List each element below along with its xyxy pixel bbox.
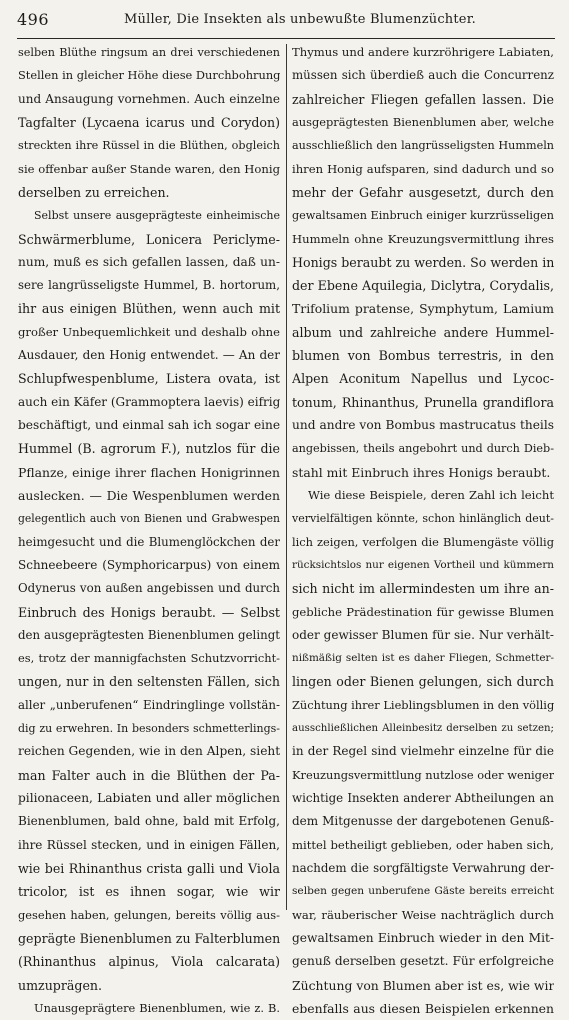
text-line: ebenfalls aus diesen Beispielen erkennen [292, 1000, 554, 1016]
text-line: Schwärmerblume, Lonicera Periclyme- [18, 231, 280, 247]
text-line: Honigs beraubt zu werden. So werden in [292, 254, 554, 270]
text-line: Ausdauer, den Honig entwendet. — An der [18, 348, 280, 363]
text-line: mehr der Gefahr ausgesetzt, durch den [292, 184, 554, 200]
text-line: gewaltsamen Einbruch einiger kurzrüsseligen [292, 209, 554, 223]
text-line: streckten ihre Rüssel in die Blüthen, obgleich [18, 139, 280, 153]
text-line: gebliche Prädestination für gewisse Blumen [292, 604, 554, 619]
text-line: gesehen haben, gelungen, bereits völlig aus- [18, 907, 280, 922]
text-line: es, trotz der mannigfachsten Schutzvorricht- [18, 651, 280, 666]
text-line: derselben zu erreichen. [18, 184, 170, 200]
text-line: Kreuzungsvermittlung nutzlose oder weniger [292, 767, 554, 782]
text-line: beschäftigt, und einmal sah ich sogar eine [18, 418, 280, 432]
text-line: mittel betheiligt geblieben, oder haben sich, [292, 837, 554, 852]
text-line: ihre Rüssel stecken, und in einigen Fällen, [18, 837, 280, 852]
text-line: Hummeln ohne Kreuzungsvermittlung ihres [292, 231, 554, 246]
text-line: den ausgeprägtesten Bienenblumen gelingt [18, 627, 280, 642]
text-line: genuß derselben gesetzt. Für erfolgreiche [292, 954, 554, 969]
text-line: Einbruch des Honigs beraubt. — Selbst [18, 604, 280, 620]
text-line: man Falter auch in die Blüthen der Pa- [18, 767, 280, 783]
text-line: selben gegen unberufene Gäste bereits erreicht [292, 885, 554, 898]
text-line: ihren Honig aufsparen, sind dadurch und so [292, 161, 554, 176]
text-line: und Ansaugung vornehmen. Auch einzelne [18, 91, 280, 106]
text-line: dem Mitgenusse der dargebotenen Genuß- [292, 814, 554, 829]
text-line: geprägte Bienenblumen zu Falterblumen [18, 930, 280, 946]
left-column [18, 41, 280, 1020]
text-line: auslecken. — Die Wespenblumen werden [18, 487, 280, 503]
text-line: tricolor, ist es ihnen sogar, wie wir [18, 884, 280, 900]
text-line: sie offenbar außer Stande waren, den Honig [18, 161, 280, 176]
text-line: ausgeprägtesten Bienenblumen aber, welche [292, 114, 554, 129]
text-line: Bienenblumen, bald ohne, bald mit Erfolg, [18, 814, 280, 829]
text-line: angebissen, theils angebohrt und durch Dieb- [292, 442, 554, 456]
text-line: Hummel (B. agrorum F.), nutzlos für die [18, 441, 280, 457]
text-line: dig zu erwehren. In besonders schmetterlings- [18, 722, 280, 736]
text-line: selben Blüthe ringsum an drei verschiedenen [18, 46, 280, 59]
text-line: war, räuberischer Weise nachträglich durch [292, 907, 554, 922]
text-line: Selbst unsere ausgeprägteste einheimische [34, 209, 280, 223]
text-line: der Ebene Aquilegia, Diclytra, Corydalis, [292, 278, 554, 294]
text-line: Tagfalter (Lycaena icarus und Corydon) [18, 114, 280, 130]
text-line: heimgesucht und die Blumenglöckchen der [18, 534, 280, 549]
text-line: gelegentlich auch von Bienen und Grabwespen [18, 512, 280, 526]
text-line: Schlupfwespenblume, Listera ovata, ist [18, 371, 280, 387]
text-line: Züchtung ihrer Lieblingsblumen in den völlig [292, 697, 554, 712]
text-line: stahl mit Einbruch ihres Honigs beraubt. [292, 464, 551, 480]
text-line: auch ein Käfer (Grammoptera laevis) eifrig [18, 394, 280, 409]
header-rule [17, 38, 555, 39]
text-line: Wie diese Beispiele, deren Zahl ich leicht [308, 487, 554, 502]
text-line: gewaltsamen Einbruch wieder in den Mit- [292, 930, 554, 945]
text-line: (Rhinanthus alpinus, Viola calcarata) [18, 954, 280, 970]
text-line: vervielfältigen könnte, schon hinlänglich deut- [292, 512, 554, 526]
text-line: Unausgeprägtere Bienenblumen, wie z. B. [34, 1000, 280, 1015]
text-line: lingen oder Bienen gelungen, sich durch [292, 674, 554, 690]
text-line: oder gewisser Blumen für sie. Nur verhält- [292, 627, 554, 642]
text-line: nißmäßig selten ist es daher Fliegen, Schmetter- [292, 652, 554, 665]
text-line: Alpen Aconitum Napellus und Lycoc- [292, 371, 554, 387]
text-line: Züchtung von Blumen aber ist es, wie wir [292, 977, 554, 993]
text-line: reichen Gegenden, wie in den Alpen, sieht [18, 744, 280, 759]
text-line: blumen von Bombus terrestris, in den [292, 348, 554, 364]
text-line: num, muß es sich gefallen lassen, daß un- [18, 254, 280, 269]
text-line: großer Unbequemlichkeit und deshalb ohne [18, 324, 280, 339]
right-column [292, 41, 554, 1020]
text-line: ihr aus einigen Blüthen, wenn auch mit [18, 301, 280, 317]
text-line: rücksichtslos nur eigenen Vortheil und kümmern [292, 558, 554, 571]
text-line: nachdem die sorgfältigste Verwahrung der- [292, 860, 554, 875]
text-line: Thymus und andere kurzröhrigere Labiaten, [292, 45, 554, 59]
text-line: wichtige Insekten anderer Abtheilungen an [292, 791, 554, 805]
text-line: album und zahlreiche andere Hummel- [292, 324, 554, 340]
text-line: pilionaceen, Labiaten und aller möglichen [18, 791, 280, 805]
text-line: lich zeigen, verfolgen die Blumengäste völlig [292, 534, 554, 549]
text-line: ausschließlich den langrüsseligsten Hummeln [292, 139, 554, 153]
text-line: umzuprägen. [18, 977, 103, 993]
text-line: sere langrüsseligste Hummel, B. hortorum, [18, 278, 280, 293]
text-line: Schneebeere (Symphoricarpus) von einem [18, 557, 280, 572]
text-line: ausschließlichen Alleinbesitz derselben zu setzen; [292, 723, 554, 735]
text-line: Trifolium pratense, Symphytum, Lamium [292, 301, 554, 317]
text-line: Stellen in gleicher Höhe diese Durchbohrung [18, 68, 280, 83]
text-line: ungen, nur in den seltensten Fällen, sich [18, 674, 280, 690]
text-line: müssen sich überdieß auch die Concurrenz [292, 68, 554, 83]
column-divider [286, 44, 287, 910]
text-line: und andre von Bombus mastrucatus theils [292, 418, 554, 432]
text-line: Odynerus von außen angebissen und durch [18, 581, 280, 596]
text-line: in der Regel sind vielmehr einzelne für die [292, 744, 554, 759]
page-number: 496 [17, 10, 50, 29]
text-line: zahlreicher Fliegen gefallen lassen. Die [292, 91, 554, 107]
running-head: Müller, Die Insekten als unbewußte Blumenzüchter. [124, 12, 477, 27]
text-line: aller „unberufenen“ Eindringlinge vollstän- [18, 697, 280, 712]
text-line: tonum, Rhinanthus, Prunella grandiflora [292, 394, 554, 410]
page-header [0, 0, 569, 40]
text-line: sich nicht im allermindesten um ihre an- [292, 581, 554, 597]
text-line: Pflanze, einige ihrer flachen Honigrinnen [18, 464, 280, 480]
text-line: wie bei Rhinanthus crista galli und Viola [18, 860, 280, 876]
